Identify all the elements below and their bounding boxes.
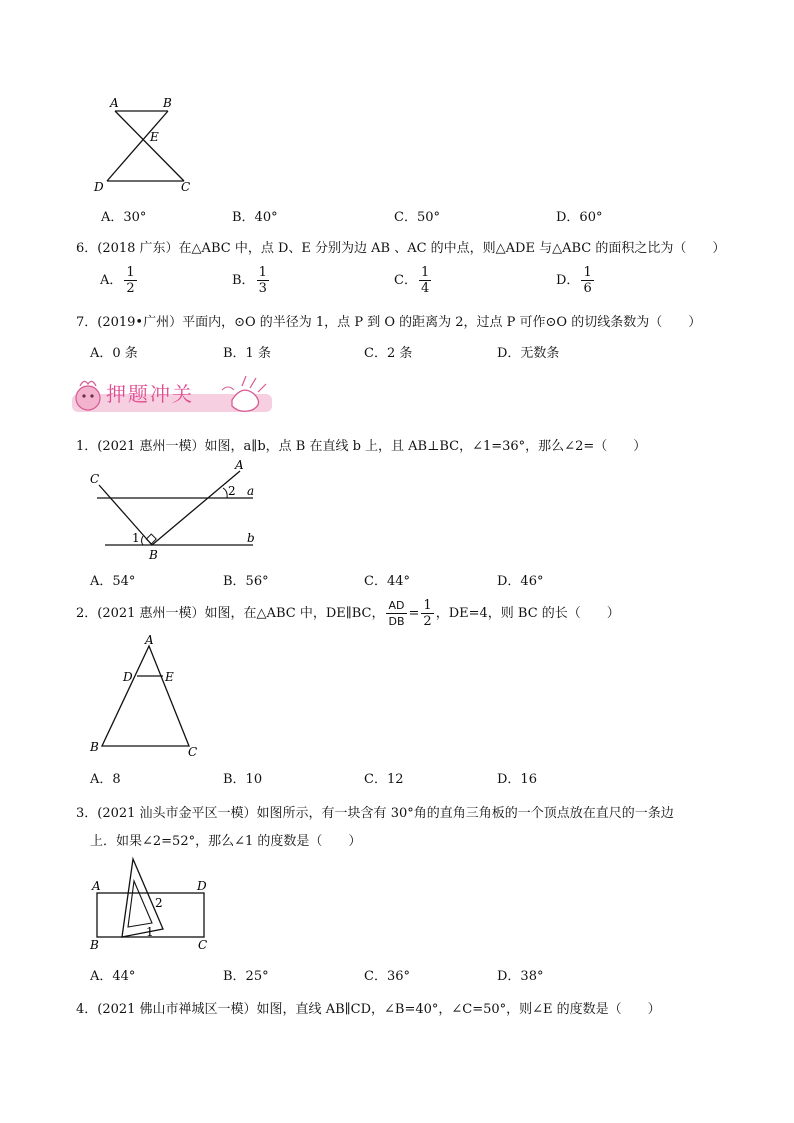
label-B: B — [90, 938, 99, 952]
p3-text-line1: 3．(2021 汕头市金平区一模）如图所示，有一块含有 30°角的直角三角板的一个顶点放在直尺的一条边 — [76, 806, 674, 821]
label-B: B — [90, 740, 99, 754]
q7-option-b: B．1 条 — [223, 346, 271, 361]
p2-text: 2．(2021 惠州一模）如图，在△ABC 中，DE∥BC， $\frac{AD}{DB}$ = $\frac{1}{2}$ ，DE=4，则 BC 的长（ ） — [76, 598, 620, 629]
figure-hourglass — [85, 90, 205, 200]
p2-option-c: C．12 — [364, 772, 404, 787]
label-C: C — [198, 938, 208, 952]
q7-text: 7．(2019•广州）平面内，⊙O 的半径为 1，点 P 到 O 的距离为 2，过点 P 可作⊙O 的切线条数为（ ） — [76, 315, 702, 330]
label-D: D — [123, 670, 133, 684]
label-A: A — [92, 879, 101, 893]
q5-option-b: B．40° — [232, 210, 278, 225]
p1-option-c: C．44° — [364, 574, 410, 589]
label-C: C — [90, 472, 100, 486]
p3-option-b: B．25° — [223, 969, 269, 984]
label-a: a — [247, 484, 255, 498]
q6-option-d: D． $\frac{1}{6}$ — [556, 265, 592, 296]
q6-option-b: B． $\frac{1}{3}$ — [232, 265, 267, 296]
mascot-icon — [76, 386, 100, 410]
label-C: C — [188, 745, 198, 759]
label-B: B — [163, 96, 172, 110]
p1-text: 1．(2021 惠州一模）如图，a∥b，点 B 在直线 b 上，且 AB⊥BC，∠1=36°，那么∠2=（ ） — [76, 439, 647, 454]
q6-option-c: C． $\frac{1}{4}$ — [394, 265, 430, 296]
label-angle-2: 2 — [228, 484, 236, 498]
figure-ruler-triangle — [85, 855, 225, 955]
figure-parallel-lines — [85, 455, 275, 565]
label-angle-1: 1 — [132, 531, 140, 545]
q5-option-d: D．60° — [556, 210, 603, 225]
label-angle-2: 2 — [155, 896, 163, 910]
q7-option-c: C．2 条 — [364, 346, 413, 361]
label-b: b — [247, 531, 255, 545]
q7-option-a: A．0 条 — [90, 346, 138, 361]
p3-option-c: C．36° — [364, 969, 410, 984]
banner-title: 押题冲关 — [106, 382, 194, 406]
p1-option-a: A．54° — [90, 574, 136, 589]
label-D: D — [197, 879, 207, 893]
label-D: D — [94, 180, 104, 194]
p3-text-line2: 上．如果∠2=52°，那么∠1 的度数是（ ） — [90, 834, 362, 849]
p3-option-d: D．38° — [497, 969, 544, 984]
label-angle-1: 1 — [146, 925, 154, 939]
label-E: E — [150, 130, 159, 144]
section-banner — [72, 370, 282, 420]
q5-option-c: C．50° — [394, 210, 440, 225]
p1-option-d: D．46° — [497, 574, 544, 589]
q5-option-a: A．30° — [101, 210, 147, 225]
p4-text: 4．(2021 佛山市禅城区一模）如图，直线 AB∥CD，∠B=40°，∠C=50°，则∠E 的度数是（ ） — [76, 1002, 661, 1017]
label-E: E — [165, 670, 174, 684]
label-C: C — [181, 180, 191, 194]
label-A: A — [145, 634, 154, 647]
q7-option-d: D．无数条 — [497, 346, 560, 361]
p1-option-b: B．56° — [223, 574, 269, 589]
label-A: A — [110, 96, 119, 110]
q6-option-a: A． $\frac{1}{2}$ — [100, 265, 135, 296]
label-A: A — [235, 458, 244, 472]
q6-text: 6．(2018 广东）在△ABC 中，点 D、E 分别为边 AB 、AC 的中点，则△ADE 与△ABC 的面积之比为（ ） — [76, 241, 726, 256]
label-B: B — [149, 548, 158, 562]
p2-option-d: D．16 — [497, 772, 537, 787]
p3-option-a: A．44° — [90, 969, 136, 984]
figure-triangle-de — [85, 634, 215, 764]
p2-option-a: A．8 — [90, 772, 121, 787]
p2-option-b: B．10 — [223, 772, 263, 787]
